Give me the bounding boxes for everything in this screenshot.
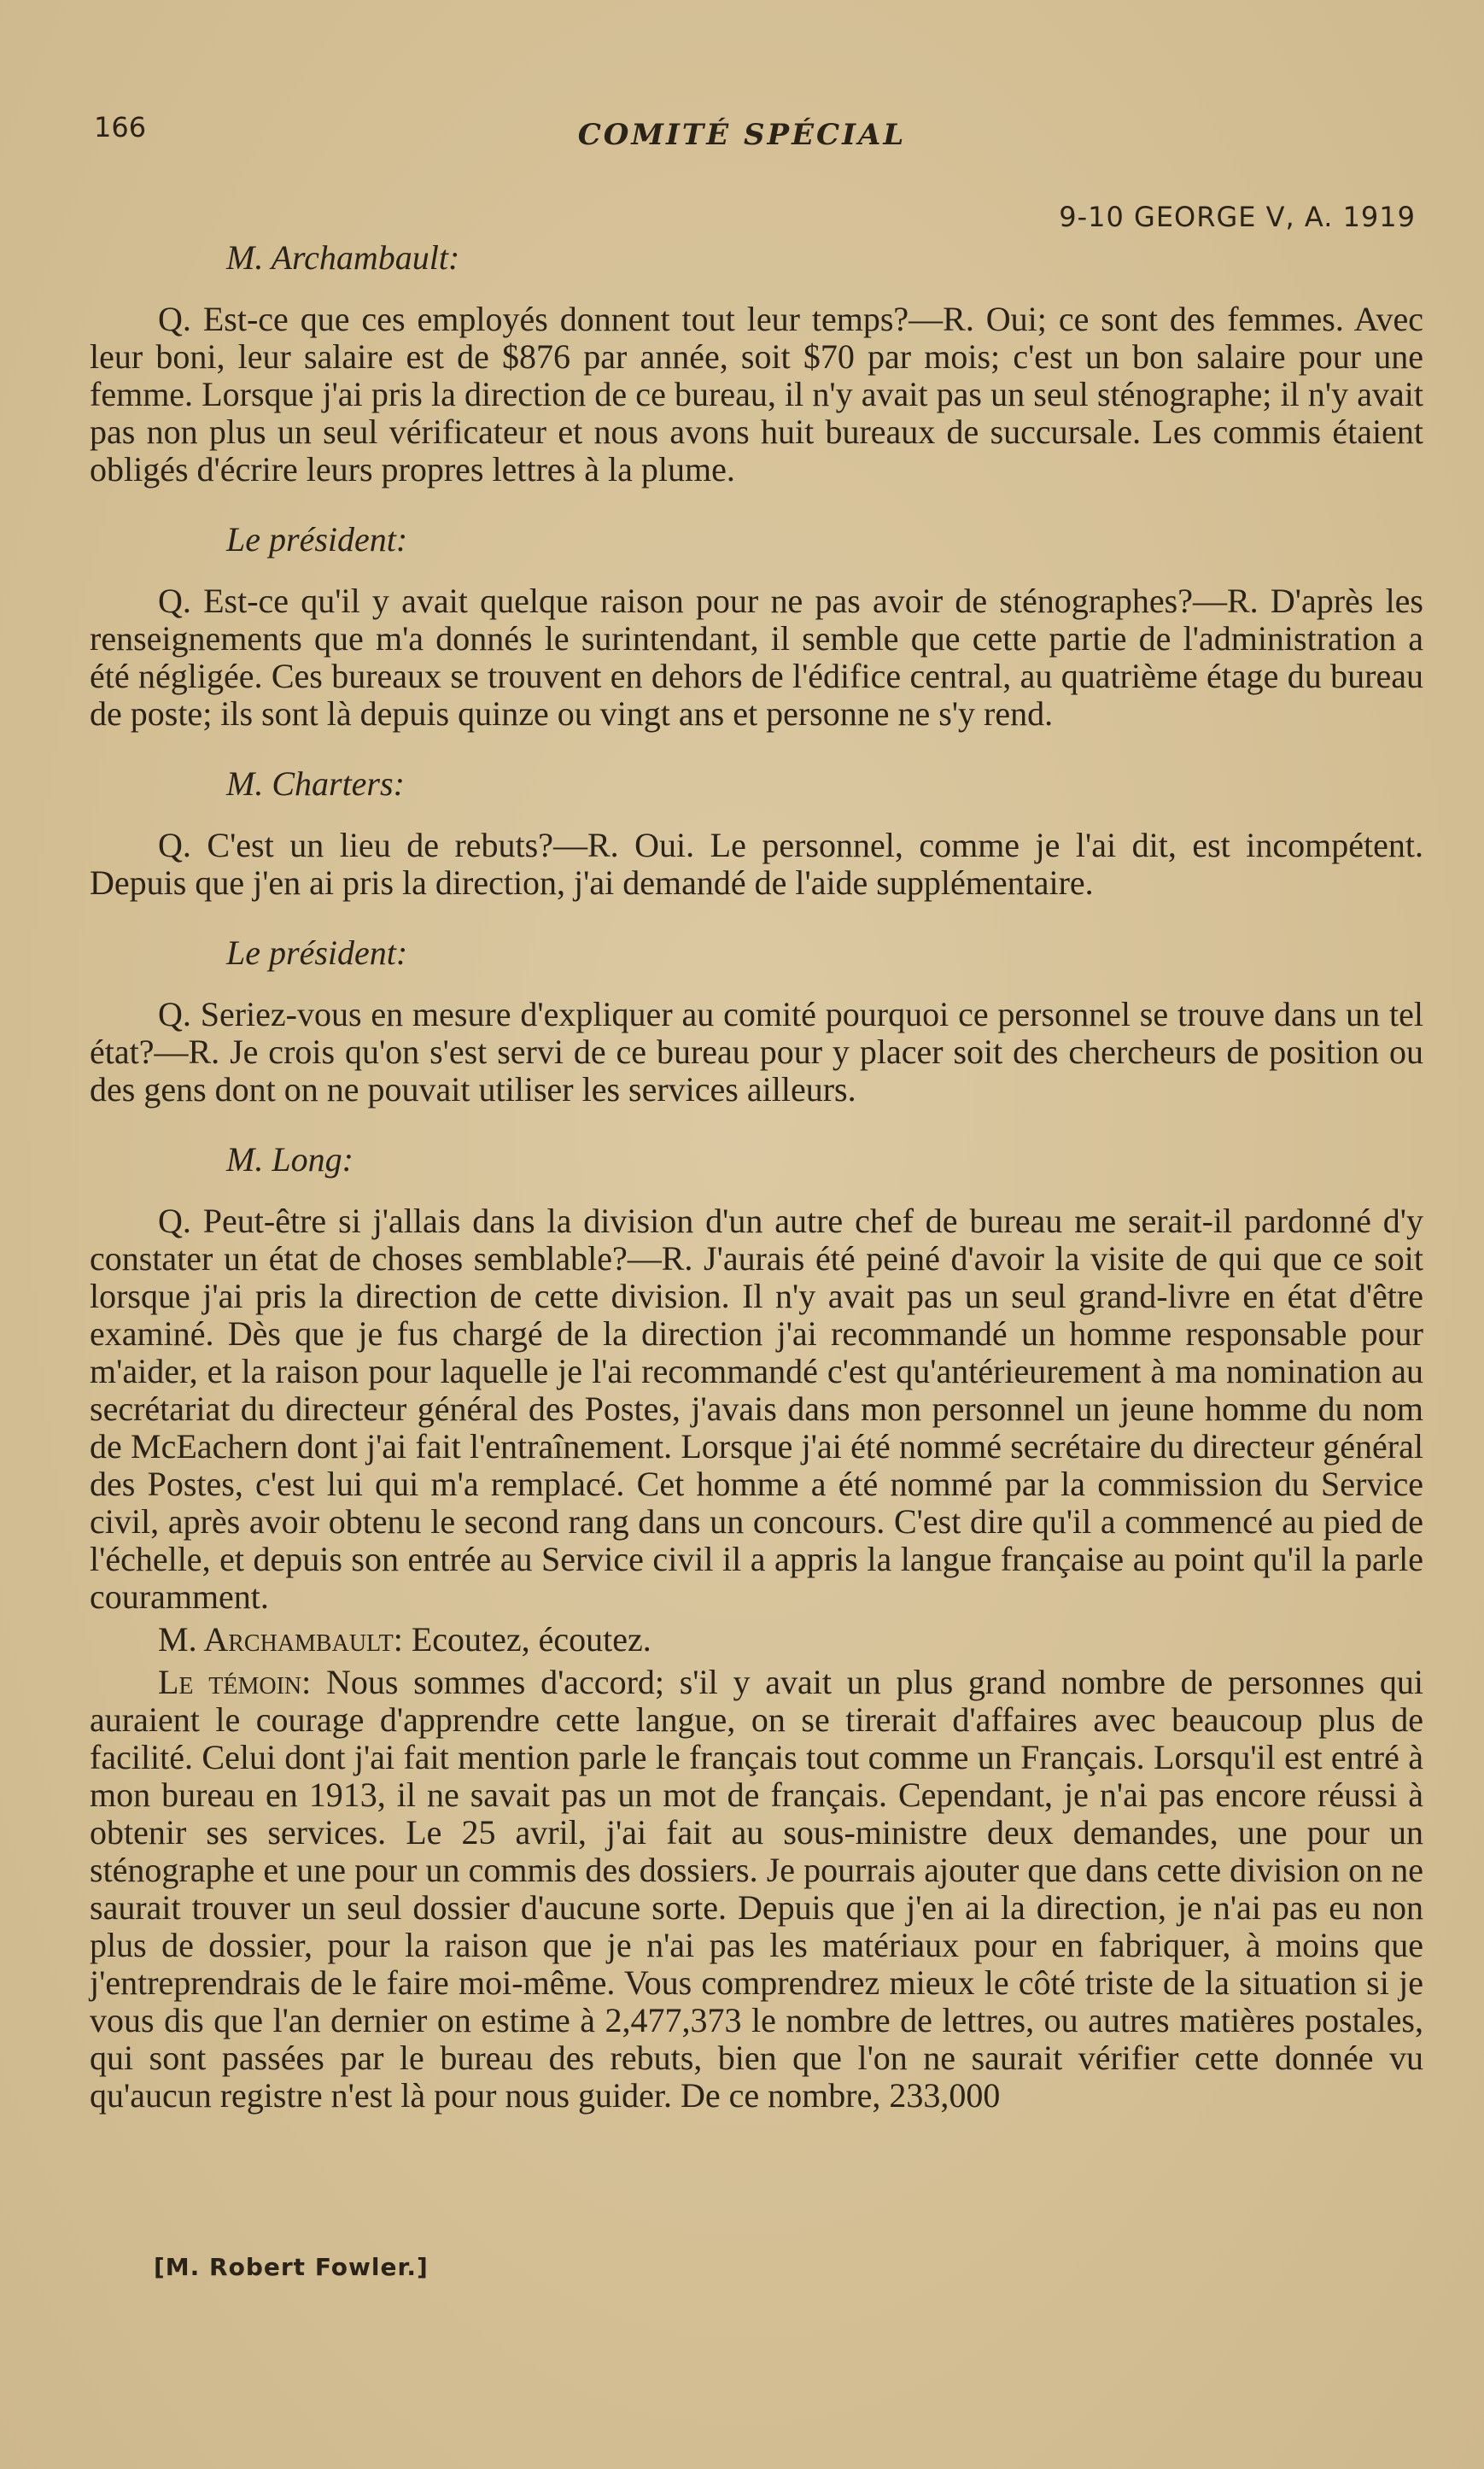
- speaker-heading: M. Long:: [226, 1140, 353, 1179]
- session-label: 9-10 GEORGE V, A. 1919: [1059, 201, 1416, 233]
- interjection-text: Ecoutez, écoutez.: [402, 1620, 651, 1659]
- question-answer-paragraph: Q. C'est un lieu de rebuts?—R. Oui. Le personnel, comme je l'ai dit, est incompétent. Depuis que j'en ai pris la direction, j'ai demandé de l'aide supplémentaire.: [90, 826, 1423, 902]
- question-answer-paragraph: Q. Est-ce qu'il y avait quelque raison pour ne pas avoir de sténographes?—R. D'après les renseignements que m'a donnés le surintendant, il semble que cette partie de l'administration a été négligée. Ces bureaux se trouvent en dehors de l'édifice central, au quatrième étage du bureau de poste; ils sont là depuis quinze ou vingt ans et personne ne s'y rend.: [90, 582, 1423, 733]
- witness-credit: [M. Robert Fowler.]: [154, 2253, 429, 2281]
- question-answer-paragraph: Q. Est-ce que ces employés donnent tout leur temps?—R. Oui; ce sont des femmes. Avec leur boni, leur salaire est de $876 par année, soit $70 par mois; c'est un bon salaire pour une femme. Lorsque j'ai pris la direction de ce bureau, il n'y avait pas un seul sténographe; il n'y avait pas non plus un seul vérificateur et nous avons huit bureaux de succursale. Les commis étaient obligés d'écrire leurs propres lettres à la plume.: [90, 300, 1423, 489]
- speaker-heading: M. Archambault:: [226, 238, 460, 277]
- interjection-paragraph: [90, 1621, 1423, 1664]
- speaker-heading: Le président:: [226, 933, 408, 972]
- question-answer-paragraph: Q. Peut-être si j'allais dans la division d'un autre chef de bureau me serait-il pardonné d'y constater un état de choses semblable?—R. J'aurais été peiné d'avoir la visite de qui que ce soit lorsque j'ai pris la direction de cette division. Il n'y avait pas un seul grand-livre en état d'être examiné. Dès que je fus chargé de la direction j'ai recommandé un homme responsable pour m'aider, et la raison pour laquelle je l'ai recommandé c'est qu'antérieurement à ma nomination au secrétariat du directeur général des Postes, j'avais dans mon personnel un jeune homme du nom de McEachern dont j'ai fait l'entraînement. Lorsque j'ai été nommé secrétaire du directeur général des Postes, c'est lui qui m'a remplacé. Cet homme a été nommé par la commission du Service civil, après avoir obtenu le second rang dans un concours. C'est dire qu'il a commencé au pied de l'échelle, et depuis son entrée au Service civil il a appris la langue française au point qu'il la parle couramment.: [90, 1202, 1423, 1616]
- witness-paragraph: [90, 1664, 1423, 2120]
- speaker-label: M. Archambault:: [158, 1620, 403, 1659]
- page-number: 166: [94, 111, 147, 143]
- page-title: COMITÉ SPÉCIAL: [577, 118, 907, 152]
- witness-text: Nous sommes d'accord; s'il y avait un plus grand nombre de personnes qui auraient le courage d'apprendre cette langue, on se tirerait d'affaires avec beaucoup plus de facilité. Celui dont j'ai fait mention parle le français tout comme un Français. Lorsqu'il est entré à mon bureau en 1913, il ne savait pas un mot de français. Cependant, je n'ai pas encore réussi à obtenir ses services. Le 25 avril, j'ai fait au sous-ministre deux demandes, une pour un sténographe et une pour un commis des dossiers. Je pourrais ajouter que dans cette division on ne saurait trouver un seul dossier d'aucune sorte. Depuis que j'en ai la direction, je n'ai pas eu non plus de dossier, pour la raison que je n'ai pas les matériaux pour en fabriquer, à moins que j'entreprendrais de le faire moi-même. Vous comprendrez mieux le côté triste de la situation si je vous dis que l'an dernier on estime à 2,477,373 le nombre de lettres, ou autres matières postales, qui sont passées par le bureau des rebuts, bien que l'on ne saurait vérifier cette donnée vu qu'aucun registre n'est là pour nous guider. De ce nombre, 233,000: [90, 1663, 1423, 2115]
- question-answer-paragraph: Q. Seriez-vous en mesure d'expliquer au comité pourquoi ce personnel se trouve dans un tel état?—R. Je crois qu'on s'est servi de ce bureau pour y placer soit des chercheurs de position ou des gens dont on ne pouvait utiliser les services ailleurs.: [90, 995, 1423, 1109]
- speaker-heading: Le président:: [226, 520, 408, 559]
- speaker-label: Le témoin:: [158, 1663, 312, 1701]
- transcript-body: [90, 231, 1423, 2120]
- speaker-heading: M. Charters:: [226, 764, 405, 803]
